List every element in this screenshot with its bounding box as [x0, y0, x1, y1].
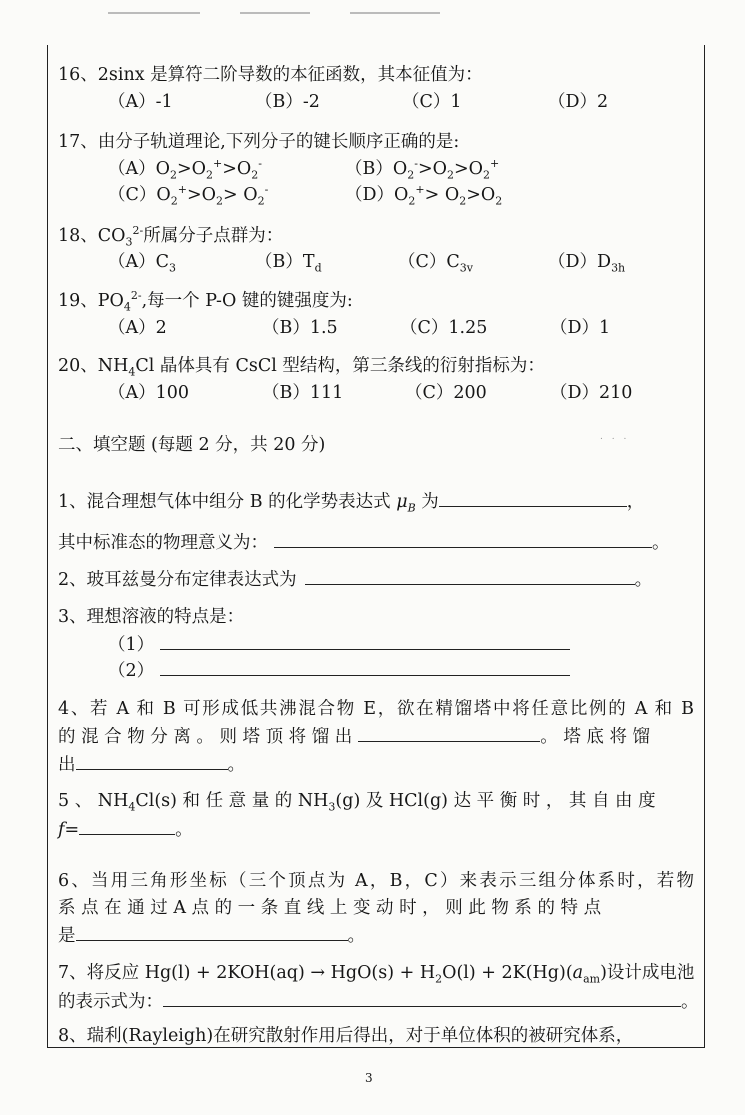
q18-option-a: $(A)C_3$ [108, 252, 177, 275]
fill-7-line-2: 的表示式为： 。 [58, 992, 699, 1012]
answer-blank[interactable] [76, 924, 348, 941]
q17-option-c: $(C)O_2^+>O_2> O_2^-$ [108, 183, 269, 208]
fill-3-stem: 3、理想溶液的特点是： [58, 607, 245, 627]
answer-blank[interactable] [305, 568, 635, 585]
q16-option-c: （C）1 [402, 92, 462, 112]
fill-7-line-1: 7、将反应 $Hg(l) + 2KOH(aq) \to HgO(s) + H_2O(l) + 2K(Hg)(a_{am})$设计成电池 [58, 963, 695, 986]
answer-blank[interactable] [79, 818, 175, 835]
fill-2: 2、玻耳兹曼分布定律表达式为 。 [58, 570, 653, 590]
q18-stem: 18、$CO_3^{2-}$所属分子点群为： [58, 224, 284, 249]
q20-stem: 20、$NH_4Cl$ 晶体具有 CsCl 型结构，第三条线的衍射指标为： [58, 356, 545, 379]
fill-8-line-1: 8、瑞利(Rayleigh)在研究散射作用后得出，对于单位体积的被研究体系， [58, 1026, 634, 1046]
q17-stem: 17、由分子轨道理论,下列分子的键长顺序正确的是: [58, 132, 460, 152]
q20-option-c: （C）200 [405, 383, 487, 403]
q18-option-d: $(D)D_{3h}$ [548, 252, 626, 275]
scan-artifact [108, 12, 200, 14]
scan-artifact [350, 12, 440, 14]
q20-option-a: （A）100 [108, 383, 190, 403]
fill-1-line-1: 1、混合理想气体中组分 B 的化学势表达式 $\mu_B$ 为 ， [58, 492, 645, 515]
fill-1-line-2: 其中标准态的物理意义为： 。 [58, 533, 670, 553]
q19-stem: 19、$PO_4^{2-}$,每一个 P-O 键的键强度为: [58, 289, 353, 314]
fill-4-line-1: 4、若 A 和 B 可形成低共沸混合物 E，欲在精馏塔中将任意比例的 A 和 B [58, 699, 694, 719]
section-title: 二、填空题 (每题 2 分，共 20 分) [58, 435, 326, 455]
fill-3-item-1: （1） [108, 633, 570, 656]
fill-3-item-2: （2） [108, 659, 570, 682]
fill-6-line-3: 是 。 [58, 926, 365, 946]
answer-blank[interactable] [163, 990, 681, 1007]
q19-option-d: （D）1 [550, 318, 611, 338]
q16-option-b: （B）-2 [255, 92, 320, 112]
fill-6-line-1: 6、当用三角形坐标（三个顶点为 A，B，C）来表示三组分体系时，若物 [58, 871, 694, 891]
q18-option-c: $(C)C_{3v}$ [398, 252, 473, 275]
fill-4-line-3: 出 。 [58, 755, 245, 775]
answer-blank[interactable] [274, 531, 652, 548]
q18-option-b: $(B)T_d$ [255, 252, 322, 275]
q19-option-c: （C）1.25 [400, 318, 488, 338]
q20-option-d: （D）210 [550, 383, 633, 403]
q19-option-a: （A）2 [108, 318, 167, 338]
q19-option-b: （B）1.5 [262, 318, 338, 338]
scan-artifact [240, 12, 310, 14]
q16-option-a: （A）-1 [108, 92, 173, 112]
answer-blank[interactable] [439, 490, 627, 507]
answer-blank[interactable] [160, 659, 570, 676]
fill-4-line-2: 的 混 合 物 分 离 。 则 塔 顶 将 馏 出 。 塔 底 将 馏 [58, 727, 651, 747]
q20-option-b: （B）111 [262, 383, 344, 403]
q17-option-d: $(D)O_2^+> O_2>O_2$ [345, 183, 503, 208]
answer-blank[interactable] [76, 753, 228, 770]
answer-blank[interactable] [160, 633, 570, 650]
page-number: 3 [365, 1071, 373, 1085]
q16-stem: 16、2sinx 是算符二阶导数的本征函数，其本征值为： [58, 65, 483, 85]
fill-5-line-2: f= 。 [58, 820, 193, 840]
q17-option-a: $(A)O_2>O_2^+>O_2^-$ [108, 157, 262, 182]
fill-5-line-1: 5 、 $NH_4Cl(s)$ 和 任 意 量 的 $NH_3(g)$ 及 HCl(g) 达 平 衡 时 ， 其 自 由 度 [58, 791, 656, 814]
q16-option-d: （D）2 [548, 92, 609, 112]
answer-blank[interactable] [358, 725, 540, 742]
q17-option-b: $(B)O_2^->O_2>O_2^+$ [345, 157, 500, 182]
scan-speck: . . . [600, 432, 630, 442]
fill-6-line-2: 系 点 在 通 过 A 点 的 一 条 直 线 上 变 动 时 ， 则 此 物 系 的 特 点 [58, 898, 602, 918]
